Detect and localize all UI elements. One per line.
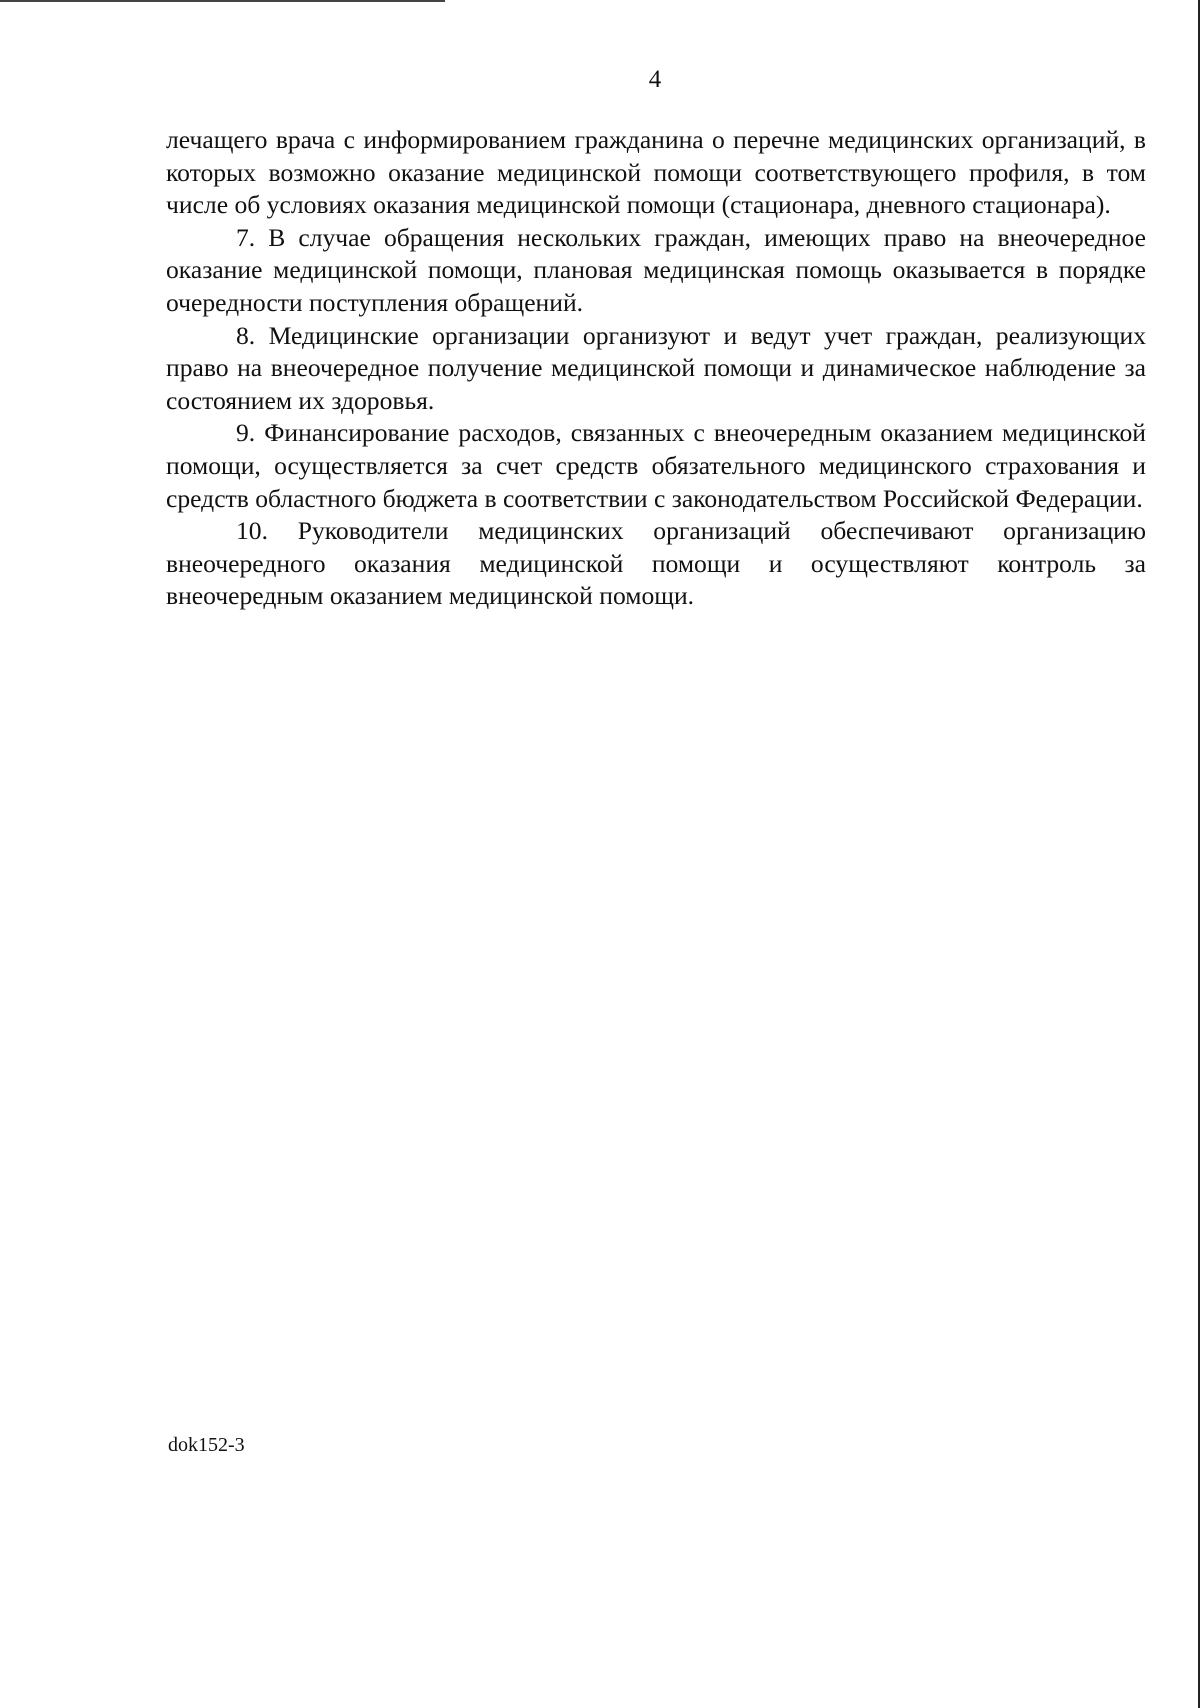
scan-edge-top <box>0 0 445 2</box>
paragraph-7: 7. В случае обращения нескольких граждан, имеющих право на внеочередное оказание медицинской помощи, плановая медицинская помощь оказывается в порядке очередности поступления обращений. <box>166 222 1146 317</box>
page-number: 4 <box>648 66 662 93</box>
paragraph-10: 10. Руководители медицинских организаций обеспечивают организацию внеочередного оказания медицинской помощи и осуществляют контроль за внеочередным оказанием медицинской помощи. <box>166 516 1146 611</box>
paragraph-9: 9. Финансирование расходов, связанных с внеочередным оказанием медицинской помощи, осуществляется за счет средств обязательного медицинского страхования и средств областного бюджета в соответствии с законодательством Российской Федерации. <box>166 418 1146 513</box>
paragraph-continuation: лечащего врача с информированием гражданина о перечне медицинских организаций, в которых возможно оказание медицинской помощи соответствующего профиля, в том числе об условиях оказания медицинской помощи (стационара, дневного стационара). <box>166 125 1146 220</box>
document-code: dok152-3 <box>168 1434 245 1456</box>
document-body <box>166 124 1146 613</box>
paragraph-8: 8. Медицинские организации организуют и ведут учет граждан, реализующих право на внеочередное получение медицинской помощи и динамическое наблюдение за состоянием их здоровья. <box>166 320 1146 415</box>
